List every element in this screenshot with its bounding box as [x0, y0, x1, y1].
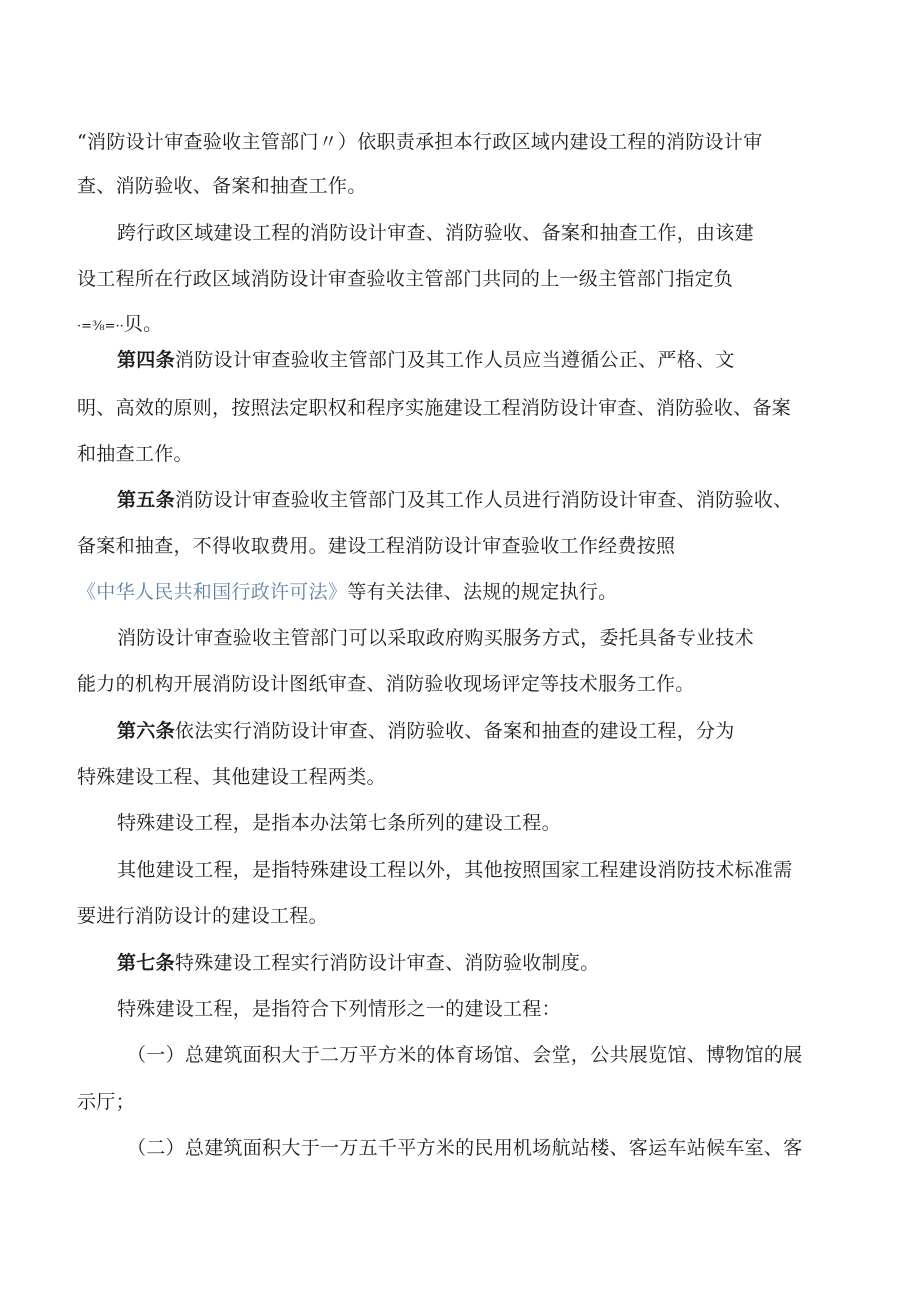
paragraph-text: 贝。 — [123, 313, 163, 335]
article-text: 消防设计审查验收主管部门及其工作人员进行消防设计审查、消防验收、 — [174, 489, 793, 511]
article-line — [117, 488, 793, 512]
article-label: 第四条 — [117, 349, 175, 371]
garbled-text: ·=⅜=·· — [77, 319, 124, 334]
law-link[interactable]: 《中华人民共和国行政许可法》 — [77, 581, 348, 603]
paragraph-text: 等有关法律、法规的规定执行。 — [347, 581, 618, 603]
article-label: 第六条 — [117, 720, 175, 742]
article-text: 依法实行消防设计审查、消防验收、备案和抽查的建设工程，分为 — [174, 720, 735, 742]
paragraph-line: 查、消防验收、备案和抽查工作。 — [77, 175, 367, 197]
article-line — [117, 348, 735, 372]
paragraph-line: 设工程所在行政区域消防设计审查验收主管部门共同的上一级主管部门指定负 — [77, 268, 734, 290]
paragraph-line: 备案和抽查，不得收取费用。建设工程消防设计审查验收工作经费按照 — [77, 535, 676, 557]
paragraph-line: 其他建设工程，是指特殊建设工程以外，其他按照国家工程建设消防技术标准需 — [117, 859, 793, 881]
paragraph-line — [77, 312, 162, 339]
article-label: 第七条 — [117, 952, 175, 974]
paragraph-line: 能力的机构开展消防设计图纸审查、消防验收现场评定等技术服务工作。 — [77, 673, 695, 695]
paragraph-line — [77, 580, 617, 604]
paragraph-line: 特殊建设工程，是指本办法第七条所列的建设工程。 — [117, 812, 561, 834]
paragraph-line: 要进行消防设计的建设工程。 — [77, 905, 328, 927]
list-item-line: （二）总建筑面积大于一万五千平方米的民用机场航站楼、客运车站候车室、客 — [127, 1137, 803, 1159]
article-line — [117, 719, 735, 743]
paragraph-line: “消防设计审查验收主管部门〃）依职责承担本行政区域内建设工程的消防设计审 — [77, 131, 763, 153]
article-line — [117, 951, 600, 975]
list-item-line: （一）总建筑面积大于二万平方米的体育场馆、会堂，公共展览馆、博物馆的展 — [127, 1044, 803, 1066]
paragraph-line: 消防设计审查验收主管部门可以采取政府购买服务方式，委托具备专业技术 — [117, 627, 754, 649]
article-text: 特殊建设工程实行消防设计审查、消防验收制度。 — [174, 952, 600, 974]
paragraph-line: 和抽查工作。 — [77, 443, 193, 465]
paragraph-line: 跨行政区域建设工程的消防设计审查、消防验收、备案和抽查工作，由该建 — [117, 222, 754, 244]
list-item-line: 示厅； — [77, 1091, 135, 1113]
article-label: 第五条 — [117, 489, 175, 511]
article-text: 消防设计审查验收主管部门及其工作人员应当遵循公正、严格、文 — [174, 349, 735, 371]
paragraph-line: 明、高效的原则，按照法定职权和程序实施建设工程消防设计审查、消防验收、备案 — [77, 397, 792, 419]
paragraph-line: 特殊建设工程，是指符合下列情形之一的建设工程： — [117, 998, 561, 1020]
paragraph-line: 特殊建设工程、其他建设工程两类。 — [77, 766, 386, 788]
